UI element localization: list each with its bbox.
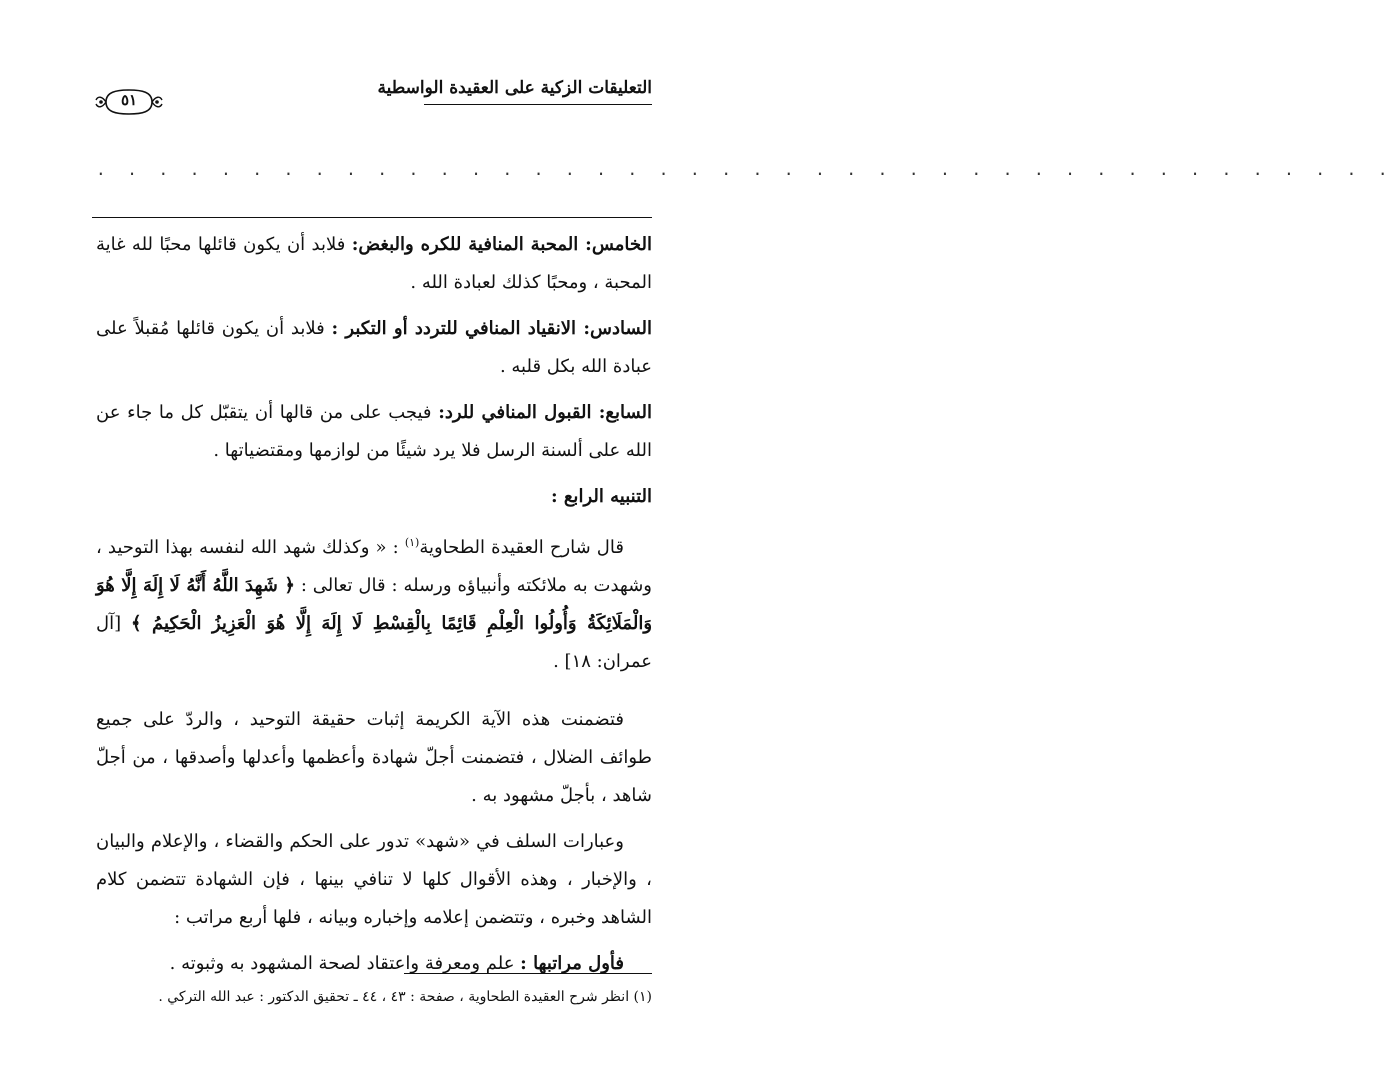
page-number-ornament xyxy=(94,86,164,118)
paragraph-text: علم ومعرفة واعتقاد لصحة المشهود به وثبوته . xyxy=(169,953,521,974)
header-rule xyxy=(424,104,652,105)
paragraph-lead: السابع: القبول المنافي للرد: xyxy=(438,402,652,423)
quran-verse: ﴿ شَهِدَ اللَّهُ أَنَّهُ لَا إِلَهَ إِلَّا هُوَ وَالْمَلَائِكَةُ وَأُولُوا الْعِلْمِ قَائِمًا بِالْقِسْطِ لَا إِلَهَ إِلَّا هُوَ الْعَزِيزُ الْحَكِيمُ ﴾ xyxy=(96,575,653,634)
footnote-marker: (١) xyxy=(404,536,420,549)
dotted-separator: . . . . . . . . . . . . . . . . . . . . . . . . . . . . . . . . . . . . . . . . . . xyxy=(96,160,1394,179)
paragraph-text: فلابد أن يكون قائلها مُقبلاً على عبادة الله بكل قلبه . xyxy=(96,318,652,377)
first-rank-paragraph xyxy=(96,945,652,983)
quote-before: قال شارح العقيدة الطحاوية xyxy=(419,537,624,558)
heading-text: التنبيه الرابع : xyxy=(550,486,652,507)
verse-reference: [آل عمران: ١٨] . xyxy=(96,613,652,672)
footnote-rule xyxy=(404,973,652,974)
section-heading xyxy=(96,478,652,516)
paragraph-text: فلابد أن يكون قائلها محبًا لله غاية المحبة ، ومحبًا كذلك لعبادة الله . xyxy=(96,234,652,293)
page-header xyxy=(88,72,652,124)
paragraph-fifth-condition xyxy=(96,226,652,302)
quote-paragraph xyxy=(96,524,652,681)
paragraph-seventh-condition xyxy=(96,394,652,470)
paragraph-lead: السادس: الانقياد المنافي للتردد أو التكبر : xyxy=(331,318,653,339)
paragraph-lead: فأول مراتبها : xyxy=(520,953,624,974)
paragraph-sixth-condition xyxy=(96,310,652,386)
paragraph-text: فيجب على من قالها أن يتقبّل كل ما جاء عن الله على ألسنة الرسل فلا يرد شيئًا من لوازمها ومقتضياتها . xyxy=(96,402,652,461)
footnote: (١) انظر شرح العقيدة الطحاوية ، صفحة : ٤٣ ، ٤٤ ـ تحقيق الدكتور : عبد الله التركي . xyxy=(158,989,652,1005)
paragraph-lead: الخامس: المحبة المنافية للكره والبغض: xyxy=(351,234,652,255)
content-top-rule xyxy=(92,217,652,218)
body-paragraph: فتضمنت هذه الآية الكريمة إثبات حقيقة التوحيد ، والردّ على جميع طوائف الضلال ، فتضمنت أجلّ شهادة وأعظمها وأعدلها وأصدقها ، من أجلّ شاهد ، بأجلّ مشهود به . xyxy=(96,709,652,806)
page-body xyxy=(96,226,652,991)
body-paragraph: وعبارات السلف في «شهد» تدور على الحكم والقضاء ، والإعلام والبيان ، والإخبار ، وهذه الأقوال كلها لا تنافي بينها ، فإن الشهادة تتضمن كلام الشاهد وخبره ، وتتضمن إعلامه وإخباره وبيانه ، فلها أربع مراتب : xyxy=(96,831,652,928)
running-title: التعليقات الزكية على العقيدة الواسطية xyxy=(377,78,652,98)
quote-middle: : « وكذلك شهد الله لنفسه بهذا التوحيد ، وشهدت به ملائكته وأنبياؤه ورسله : قال تعالى : xyxy=(96,537,652,596)
page-number: ٥١ xyxy=(120,91,138,109)
